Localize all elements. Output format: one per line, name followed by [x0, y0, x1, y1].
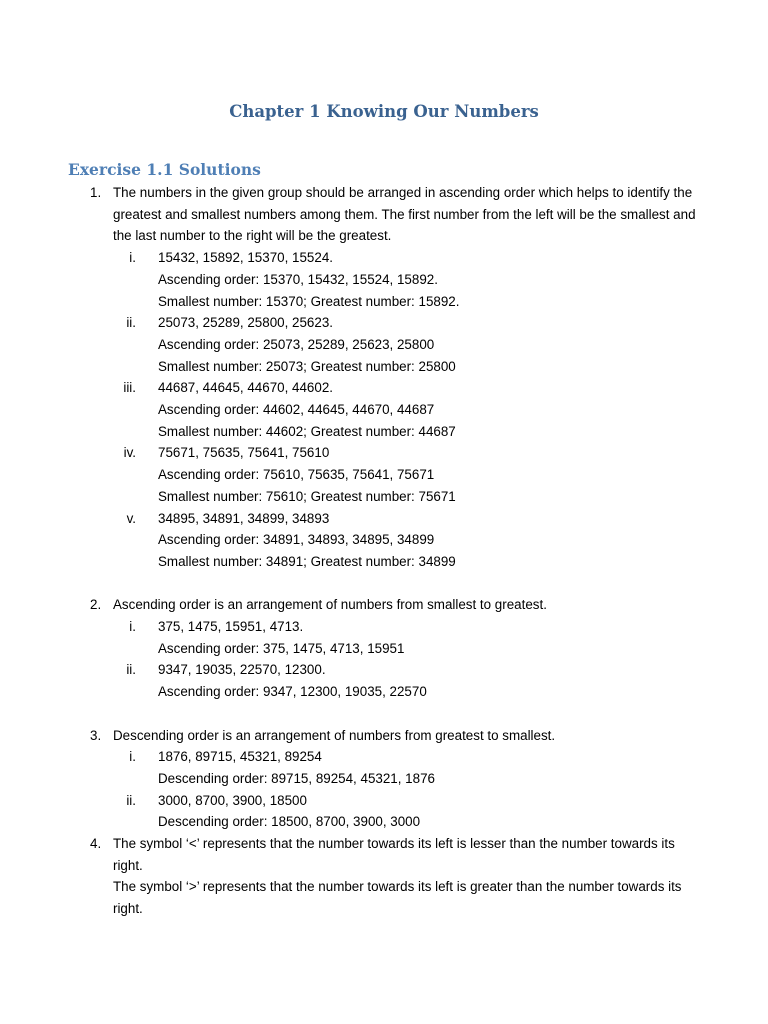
smallest-greatest: Smallest number: 15370; Greatest number: 15892. [158, 293, 460, 309]
question-3 [0, 725, 768, 747]
question-4 [0, 833, 768, 920]
question-1-part-ii [0, 312, 768, 377]
question-2 [0, 594, 768, 616]
part-number: ii. [126, 315, 136, 331]
part-number: iii. [123, 380, 136, 396]
solutions-body [0, 182, 768, 920]
question-3-part-i [0, 746, 768, 789]
paragraph-gap [0, 703, 768, 725]
given-numbers: 375, 1475, 15951, 4713. [158, 619, 304, 635]
question-1-part-iv [0, 442, 768, 507]
part-number: v. [126, 510, 136, 526]
part-number: ii. [126, 662, 136, 678]
question-text: The numbers in the given group should be arranged in ascending order which helps to identify the greatest and smallest numbers among them. The first number from the left will be the smallest and the last number to the right will be the greatest. [113, 185, 696, 244]
question-text: Descending order is an arrangement of numbers from greatest to smallest. [113, 727, 556, 743]
given-numbers: 1876, 89715, 45321, 89254 [158, 749, 322, 765]
chapter-title: Chapter 1 Knowing Our Numbers [229, 102, 539, 121]
question-1-part-iii [0, 377, 768, 442]
question-number: 1. [90, 185, 102, 200]
ascending-order: Ascending order: 34891, 34893, 34895, 34899 [158, 532, 435, 548]
part-number: iv. [123, 445, 136, 461]
question-number: 4. [90, 836, 102, 852]
smallest-greatest: Smallest number: 34891; Greatest number: 34899 [158, 553, 456, 569]
given-numbers: 9347, 19035, 22570, 12300. [158, 662, 326, 678]
question-1 [0, 182, 768, 247]
given-numbers: 34895, 34891, 34899, 34893 [158, 510, 330, 526]
given-numbers: 44687, 44645, 44670, 44602. [158, 380, 333, 396]
part-number: ii. [126, 792, 136, 808]
exercise-title: Exercise 1.1 Solutions [68, 160, 261, 179]
question-text: Ascending order is an arrangement of numbers from smallest to greatest. [113, 597, 547, 613]
ascending-order: Ascending order: 375, 1475, 4713, 15951 [158, 640, 405, 656]
question-1-part-i [0, 247, 768, 312]
given-numbers: 3000, 8700, 3900, 18500 [158, 792, 307, 808]
paragraph-gap [0, 573, 768, 595]
smallest-greatest: Smallest number: 44602; Greatest number: 44687 [158, 423, 456, 439]
given-numbers: 25073, 25289, 25800, 25623. [158, 315, 333, 331]
ascending-order: Ascending order: 25073, 25289, 25623, 25800 [158, 336, 435, 352]
question-2-part-i [0, 616, 768, 659]
question-text-2: The symbol ‘>’ represents that the number towards its left is greater than the number towards its right. [113, 879, 682, 917]
ascending-order: Ascending order: 9347, 12300, 19035, 22570 [158, 684, 427, 700]
question-1-part-v [0, 508, 768, 573]
question-text: The symbol ‘<’ represents that the number towards its left is lesser than the number towards its right. [113, 836, 675, 873]
ascending-order: Ascending order: 75610, 75635, 75641, 75671 [158, 467, 435, 483]
question-3-part-ii [0, 790, 768, 833]
descending-order: Descending order: 18500, 8700, 3900, 3000 [158, 814, 421, 830]
ascending-order: Ascending order: 44602, 44645, 44670, 44687 [158, 402, 435, 418]
descending-order: Descending order: 89715, 89254, 45321, 1876 [158, 770, 435, 786]
question-number: 3. [90, 727, 102, 743]
smallest-greatest: Smallest number: 25073; Greatest number: 25800 [158, 358, 456, 374]
ascending-order: Ascending order: 15370, 15432, 15524, 15892. [158, 271, 438, 287]
part-number: i. [129, 619, 136, 635]
question-number: 2. [90, 597, 102, 613]
question-2-part-ii [0, 659, 768, 702]
given-numbers: 15432, 15892, 15370, 15524. [158, 250, 333, 266]
given-numbers: 75671, 75635, 75641, 75610 [158, 445, 330, 461]
smallest-greatest: Smallest number: 75610; Greatest number: 75671 [158, 488, 456, 504]
part-number: i. [129, 749, 136, 765]
part-number: i. [129, 250, 136, 266]
